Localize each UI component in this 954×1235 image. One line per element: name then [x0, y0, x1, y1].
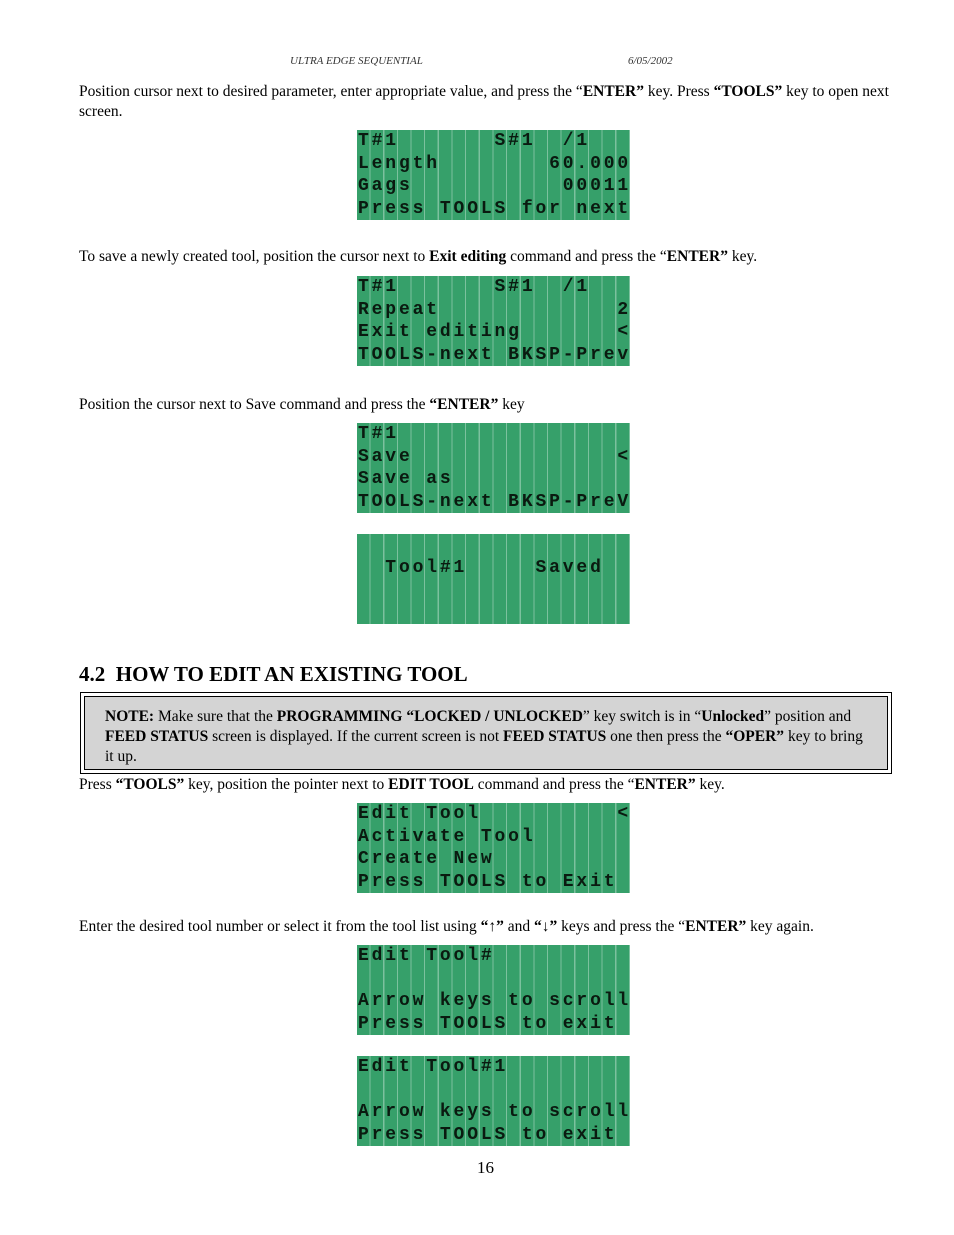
section-title: HOW TO EDIT AN EXISTING TOOL: [115, 662, 468, 686]
lcd-row: TOOLS-next BKSP-Prev: [358, 344, 632, 365]
lcd-row: Exit editing <: [358, 322, 632, 342]
lcd-row: Press TOOLS to exit: [358, 1013, 618, 1034]
lcd-display-1: [357, 130, 630, 220]
lcd-row: Press TOOLS to exit: [358, 1124, 618, 1145]
lcd-row: Edit Tool <: [358, 804, 632, 824]
lcd-row: Save <: [358, 446, 632, 467]
down-arrow-icon: “↓”: [534, 918, 558, 935]
paragraph-5: Enter the desired tool number or select it from the tool list using “↑” and “↓” keys and press the “ENTER” key again.: [79, 918, 814, 935]
section-number: 4.2: [79, 662, 106, 686]
header-date: 6/05/2002: [628, 55, 673, 67]
lcd-row: T#1 S#1 /1: [358, 277, 618, 297]
lcd-row: [358, 1079, 630, 1102]
lcd-row: Tool#1 Saved: [358, 557, 632, 578]
lcd-row: Edit Tool#: [358, 946, 495, 966]
lcd-row: Create New: [358, 849, 495, 869]
paragraph-1: Position cursor next to desired parameter, enter appropriate value, and press the “ENTER” key. Press “TOOLS” key to open next screen.: [79, 83, 889, 120]
lcd-row: TOOLS-next BKSP-PreV: [358, 491, 632, 512]
note-box: NOTE: Make sure that the PROGRAMMING “LOCKED / UNLOCKED” key switch is in “Unlocked” position and FEED STATUS screen is displayed. If the current screen is not FEED STATUS one then press the “OPER” key to bring it up.: [80, 692, 892, 774]
lcd-row: Arrow keys to scroll: [358, 991, 632, 1011]
lcd-row: Gags 00011: [358, 176, 632, 196]
lcd-row: Arrow keys to scroll: [358, 1102, 632, 1122]
lcd-display-2: [357, 276, 630, 366]
lcd-row: [358, 579, 630, 602]
lcd-row: Press TOOLS for next: [358, 198, 632, 219]
lcd-row: [358, 968, 630, 991]
lcd-row: [358, 602, 630, 625]
lcd-row: Press TOOLS to Exit: [358, 871, 618, 892]
paragraph-3: Position the cursor next to Save command and press the “ENTER” key: [79, 396, 525, 413]
up-arrow-icon: “↑”: [480, 918, 504, 935]
lcd-display-7: [357, 1056, 630, 1146]
lcd-row: Repeat 2: [358, 299, 632, 320]
lcd-display-3: [357, 423, 630, 513]
section-heading: [79, 662, 468, 687]
lcd-display-6: [357, 945, 630, 1035]
lcd-row: Length 60.000: [358, 153, 632, 174]
lcd-display-4: [357, 534, 630, 624]
page-number: 16: [477, 1158, 494, 1177]
lcd-row: Activate Tool: [358, 826, 536, 847]
paragraph-4: Press “TOOLS” key, position the pointer next to EDIT TOOL command and press the “ENTER” key.: [79, 776, 725, 793]
header-title: ULTRA EDGE SEQUENTIAL: [290, 55, 423, 67]
lcd-display-5: [357, 803, 630, 893]
lcd-row: Edit Tool#1: [358, 1057, 509, 1077]
lcd-row: T#1: [358, 424, 399, 444]
lcd-row: [358, 534, 630, 557]
paragraph-2: To save a newly created tool, position the cursor next to Exit editing command and press the “ENTER” key.: [79, 248, 758, 265]
note-label: NOTE:: [105, 708, 155, 725]
lcd-row: T#1 S#1 /1: [358, 131, 618, 151]
lcd-row: Save as: [358, 469, 454, 489]
